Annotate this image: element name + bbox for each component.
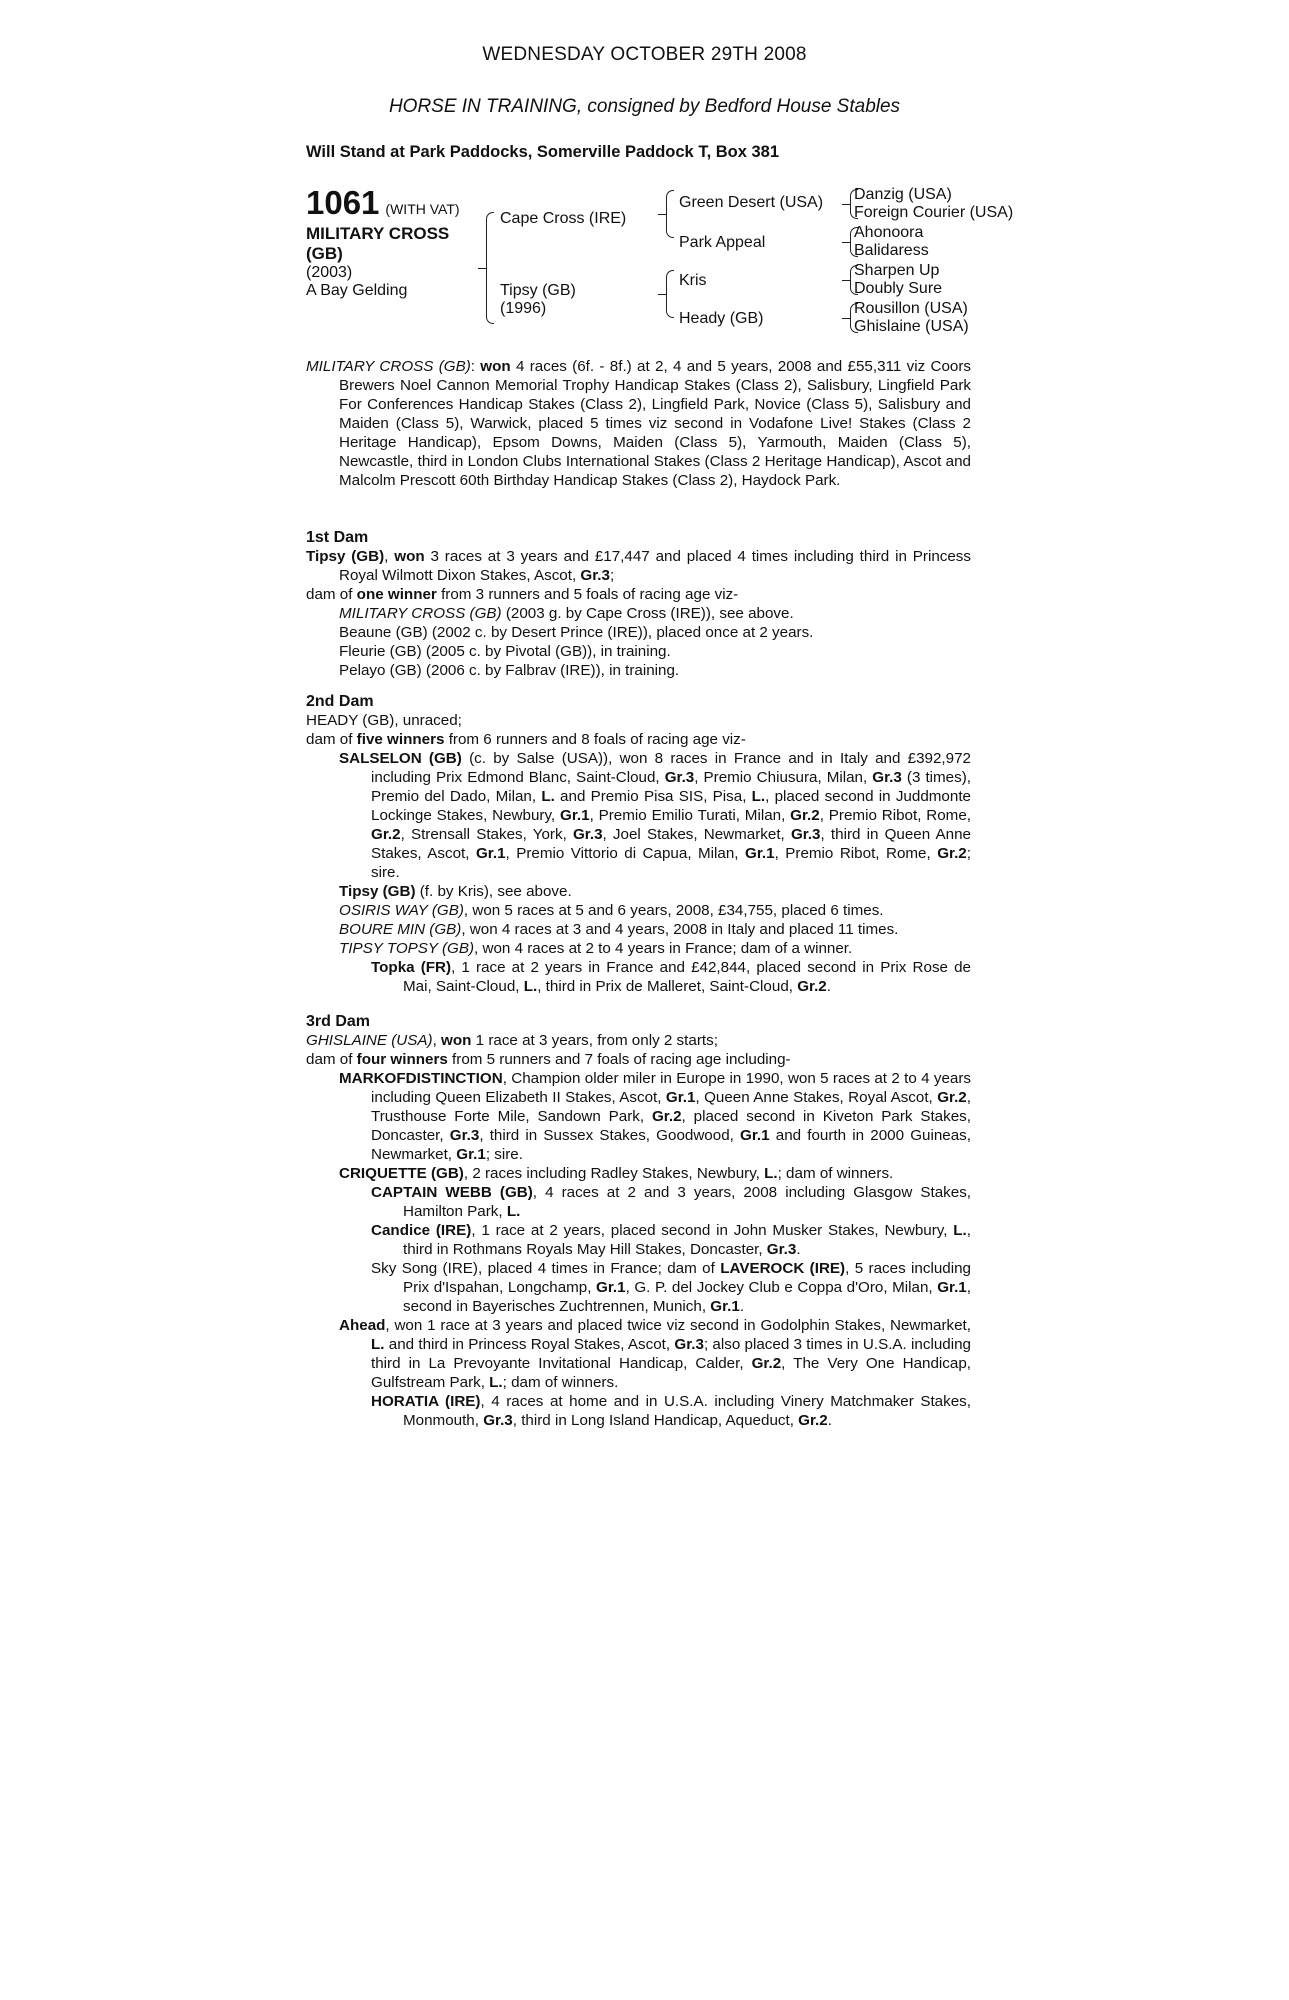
- second-dam-heading: 2nd Dam: [306, 693, 374, 710]
- brace-sire-side: [666, 190, 674, 238]
- third-dam-heading: 3rd Dam: [306, 1013, 371, 1030]
- pedigree-gg5: Sharpen Up: [854, 262, 940, 279]
- racing-record: [306, 357, 971, 490]
- third-dam-record: GHISLAINE (USA), won 1 race at 3 years, from only 2 starts;: [306, 1032, 718, 1049]
- produce-criquette: CRIQUETTE (GB), 2 races including Radley Stakes, Newbury, L.; dam of winners.: [339, 1165, 894, 1182]
- produce-boure-min: BOURE MIN (GB), won 4 races at 3 and 4 years, 2008 in Italy and placed 11 times.: [339, 921, 899, 938]
- horse-name-line1: MILITARY CROSS: [306, 224, 450, 243]
- stand-location: Will Stand at Park Paddocks, Somerville Paddock T, Box 381: [306, 143, 780, 161]
- produce-osiris-way: OSIRIS WAY (GB), won 5 races at 5 and 6 years, 2008, £34,755, placed 6 times.: [339, 902, 884, 919]
- horse-description: A Bay Gelding: [306, 282, 408, 299]
- pedigree-dam: Tipsy (GB): [500, 282, 576, 299]
- pedigree-sire-dam: Park Appeal: [679, 234, 766, 251]
- produce-candice: Candice (IRE), 1 race at 2 years, placed second in John Musker Stakes, Newbury, L., third in Rothmans Royals May Hill Stakes, Doncaster, Gr.3.: [371, 1222, 971, 1258]
- pedigree-sire-sire: Green Desert (USA): [679, 194, 824, 211]
- lot-number: 1061: [306, 184, 380, 221]
- produce-sky-song: Sky Song (IRE), placed 4 times in France; dam of LAVEROCK (IRE), 5 races including Prix d'Ispahan, Longchamp, Gr.1, G. P. del Jockey Club e Coppa d'Oro, Milan, Gr.1, second in Bayerisches Zuchtrennen, Munich, Gr.1.: [371, 1260, 971, 1315]
- brace-parents: [486, 212, 494, 324]
- produce-item: Beaune (GB) (2002 c. by Desert Prince (IRE)), placed once at 2 years.: [339, 624, 814, 641]
- second-dam-produce-summary: dam of five winners from 6 runners and 8 foals of racing age viz-: [306, 731, 746, 748]
- pedigree-gg4: Balidaress: [854, 242, 929, 259]
- pedigree-gg1: Danzig (USA): [854, 186, 952, 203]
- foaling-year: (2003): [306, 264, 353, 281]
- pedigree-gg6: Doubly Sure: [854, 280, 943, 297]
- produce-horatia: HORATIA (IRE), 4 races at home and in U.S.A. including Vinery Matchmaker Stakes, Monmouth, Gr.3, third in Long Island Handicap, Aqueduct, Gr.2.: [371, 1393, 971, 1429]
- produce-ahead: Ahead, won 1 race at 3 years and placed twice viz second in Godolphin Stakes, Newmarket, L. and third in Princess Royal Stakes, Ascot, Gr.3; also placed 3 times in U.S.A. including third in La Prevoyante Invitational Handicap, Calder, Gr.2, The Very One Handicap, Gulfstream Park, L.; dam of winners.: [339, 1317, 971, 1391]
- lot-header: [306, 186, 460, 219]
- produce-captain-webb: CAPTAIN WEBB (GB), 4 races at 2 and 3 years, 2008 including Glasgow Stakes, Hamilton Park, L.: [371, 1184, 972, 1220]
- third-dam-produce-summary: dam of four winners from 5 runners and 7 foals of racing age including-: [306, 1051, 791, 1068]
- produce-item: Pelayo (GB) (2006 c. by Falbrav (IRE)), in training.: [339, 662, 680, 679]
- pedigree-sire: Cape Cross (IRE): [500, 210, 627, 227]
- first-dam-record: Tipsy (GB), won 3 races at 3 years and £17,447 and placed 4 times including third in Princess Royal Wilmott Dixon Stakes, Ascot, Gr.3;: [306, 548, 971, 584]
- vat-note: (WITH VAT): [385, 201, 460, 217]
- pedigree-dam-sire: Kris: [679, 272, 707, 289]
- pedigree-gg2: Foreign Courier (USA): [854, 204, 1014, 221]
- pedigree-gg3: Ahonoora: [854, 224, 924, 241]
- pedigree-dam-dam: Heady (GB): [679, 310, 764, 327]
- produce-item: MILITARY CROSS (GB) (2003 g. by Cape Cross (IRE)), see above.: [339, 605, 794, 622]
- sale-date: WEDNESDAY OCTOBER 29TH 2008: [482, 44, 807, 65]
- produce-salselon: SALSELON (GB) (c. by Salse (USA)), won 8 races in France and in Italy and £392,972 including Prix Edmond Blanc, Saint-Cloud, Gr.3, Premio Chiusura, Milan, Gr.3 (3 times), Premio del Dado, Milan, L. and Premio Pisa SIS, Pisa, L., placed second in Juddmonte Lockinge Stakes, Newbury, Gr.1, Premio Emilio Turati, Milan, Gr.2, Premio Ribot, Rome, Gr.2, Strensall Stakes, York, Gr.3, Joel Stakes, Newmarket, Gr.3, third in Queen Anne Stakes, Ascot, Gr.1, Premio Vittorio di Capua, Milan, Gr.1, Premio Ribot, Rome, Gr.2; sire.: [339, 750, 972, 881]
- pedigree-block: [306, 186, 1026, 346]
- pedigree-gg7: Rousillon (USA): [854, 300, 968, 317]
- first-dam-produce-summary: dam of one winner from 3 runners and 5 foals of racing age viz-: [306, 586, 739, 603]
- pedigree-gg8: Ghislaine (USA): [854, 318, 969, 335]
- produce-topka: Topka (FR), 1 race at 2 years in France and £42,844, placed second in Prix Rose de Mai, Saint-Cloud, L., third in Prix de Malleret, Saint-Cloud, Gr.2.: [371, 959, 971, 995]
- first-dam-section: [306, 528, 971, 680]
- produce-item: Fleurie (GB) (2005 c. by Pivotal (GB)), in training.: [339, 643, 671, 660]
- pedigree-dam-year: (1996): [500, 300, 547, 317]
- first-dam-heading: 1st Dam: [306, 529, 369, 546]
- produce-markofdistinction: MARKOFDISTINCTION, Champion older miler in Europe in 1990, won 5 races at 2 to 4 years including Queen Elizabeth II Stakes, Ascot, Gr.1, Queen Anne Stakes, Royal Ascot, Gr.2, Trusthouse Forte Mile, Sandown Park, Gr.2, placed second in Kiveton Park Stakes, Doncaster, Gr.3, third in Sussex Stakes, Goodwood, Gr.1 and fourth in 2000 Guineas, Newmarket, Gr.1; sire.: [339, 1070, 971, 1163]
- brace-dam-side: [666, 270, 674, 318]
- produce-tipsy-topsy: TIPSY TOPSY (GB), won 4 races at 2 to 4 years in France; dam of a winner.: [339, 940, 853, 957]
- record-paragraph: MILITARY CROSS (GB): won 4 races (6f. - 8f.) at 2, 4 and 5 years, 2008 and £55,311 viz Coors Brewers Noel Cannon Memorial Trophy Handicap Stakes (Class 2), Salisbury, Lingfield Park For Conferences Handicap Stakes (Class 2), Lingfield Park, Novice (Class 5), Salisbury and Maiden (Class 5), Warwick, placed 5 times viz second in Vodafone Live! Stakes (Class 2 Heritage Handicap), Epsom Downs, Maiden (Class 5), Yarmouth, Maiden (Class 5), Newcastle, third in London Clubs International Stakes (Class 2 Heritage Handicap), Ascot and Malcolm Prescott 60th Birthday Handicap Stakes (Class 2), Haydock Park.: [306, 358, 971, 489]
- consignment-line: HORSE IN TRAINING, consigned by Bedford House Stables: [388, 96, 901, 117]
- produce-tipsy: Tipsy (GB) (f. by Kris), see above.: [339, 883, 572, 900]
- second-dam-line: HEADY (GB), unraced;: [306, 712, 462, 729]
- second-dam-section: [306, 692, 971, 996]
- third-dam-section: [306, 1012, 971, 1430]
- horse-name-line2: (GB): [306, 244, 343, 263]
